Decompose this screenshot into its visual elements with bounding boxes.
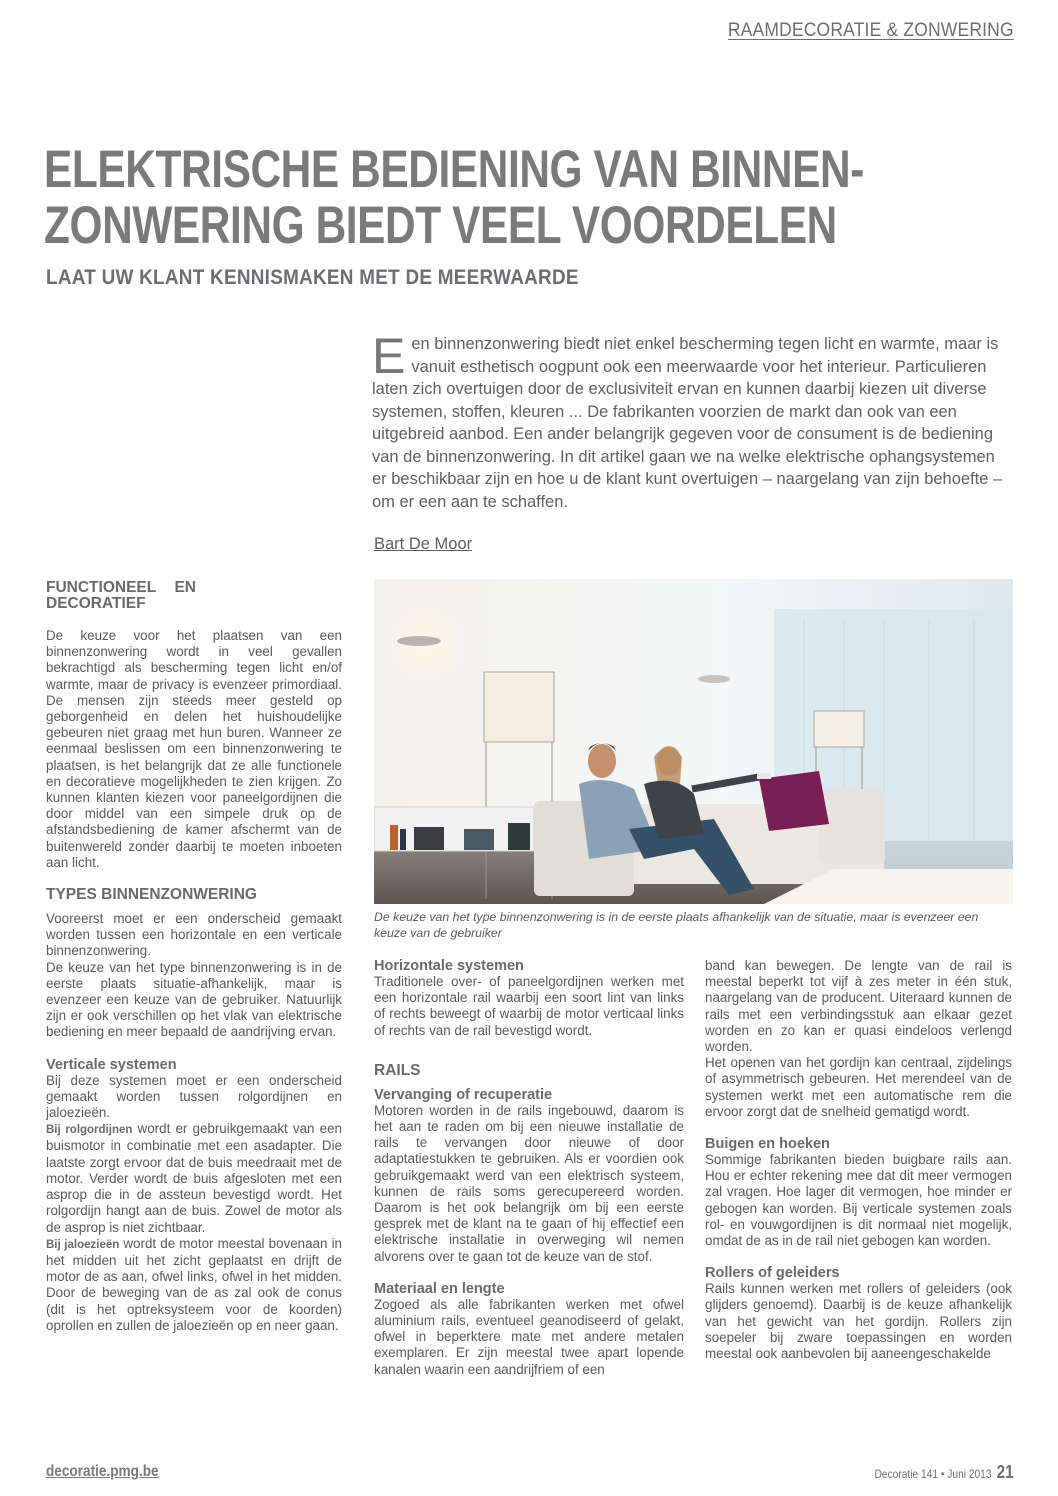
author-byline: Bart De Moor: [374, 535, 473, 553]
lead-jaloezieen: Bij jaloezieën: [46, 1238, 120, 1251]
column-1: [46, 580, 342, 1334]
heading-verticale: Verticale systemen: [46, 1056, 177, 1073]
man: [588, 744, 616, 778]
lead-rolgordijnen: Bij rolgordijnen: [46, 1124, 133, 1137]
website-link[interactable]: decoratie.pmg.be: [46, 1463, 159, 1480]
text-rolgordijnen: wordt er gebruikgemaakt van een buismotor in combinatie met een asadapter. Die laatste zorgt ervoor dat de buis meedraait met de motor. Verder wordt de buis afgesloten met een asprop die in de assteun bevestigd wordt. Het rolgordijn hangt aan de buis. Zowel de motor als de asprop is niet zichtbaar.: [46, 1121, 342, 1235]
floor-lamp: [484, 672, 554, 742]
title-line-2: ZONWERING BIEDT VEEL VOORDELEN: [44, 196, 837, 255]
paragraph-verticale: Bij deze systemen moet er een onderscheid gemaakt worden tussen rolgordijnen en jaloezieën.: [46, 1072, 342, 1121]
paragraph-types-2: De keuze van het type binnenzonwering is in de eerste plaats situatie-afhankelijk, maar is evenzeer een keuze van de gebruiker. Natuurlijk zijn er ook verschillen op het vlak van elektrische bediening en meer bepaald de aandrijving ervan.: [46, 959, 342, 1040]
drop-cap: E: [372, 328, 406, 384]
paragraph-types-1: Vooreerst moet er een onderscheid gemaakt worden tussen een horizontale en een verticale binnenzonwering.: [46, 911, 342, 959]
column-3: [705, 958, 1012, 1362]
column-2: [374, 958, 684, 1378]
page-number: 21: [996, 1462, 1014, 1482]
heading-rails: RAILS: [374, 1061, 421, 1079]
paragraph-materiaal-cont: band kan bewegen. De lengte van de rail is meestal beperkt tot vijf à zes meter in één stuk, naargelang van de producent. Uiteraard kunnen de rails met een verbindingsstuk aan elkaar gezet worden en zo kan er quasi eindeloos verlengd worden.: [705, 958, 1012, 1055]
cushion: [759, 771, 829, 831]
heading-vervanging: Vervanging of recuperatie: [374, 1086, 553, 1103]
heading-functioneel: FUNCTIONEEL EN DECORATIEF: [46, 579, 196, 612]
paragraph-materiaal: Zogoed als alle fabrikanten werken met ofwel aluminium rails, eventueel geanodiseerd of gelakt, ofwel in beperktere mate met andere metalen exemplaren. Er zijn meestal twee apart lopende kanalen waarin een aandrijfriem of een: [374, 1296, 684, 1377]
issue-info: [875, 1462, 1014, 1483]
heading-types: TYPES BINNENZONWERING: [46, 886, 257, 904]
intro-paragraph: [372, 328, 1008, 513]
paragraph-functioneel: De keuze voor het plaatsen van een binnenzonwering wordt in veel gevallen bekrachtigd als bescherming tegen licht en/of warmte, maar de privacy is evenzeer primordiaal. De mensen zijn steeds meer gesteld op geborgenheid en delen het huishoudelijke gebeuren niet graag met hun buren. Wanneer ze eenmaal beslissen om een binnenzonwering te plaatsen, is het belangrijk dat ze alle functionele en decoratieve mogelijkheden te zien krijgen. Zo kunnen klanten kiezen voor paneelgordijnen die door middel van een simpele druk op de afstandsbediening de kamer afschermt van de buitenwereld zonder daarbij te moeten inboeten aan licht.: [46, 628, 342, 870]
issue-label: Decoratie 141 • Juni 2013: [874, 1467, 992, 1481]
section-tag: RAAMDECORATIE & ZONWERING: [728, 20, 1014, 41]
remote-control: [757, 773, 771, 779]
title-line-1: ELEKTRISCHE BEDIENING VAN BINNEN-: [44, 140, 864, 199]
paragraph-horizontale: Traditionele over- of paneelgordijnen werken met een horizontale rail waarbij een soort lint van links of rechts beweegt of waarbij de motor verticaal links of rechts van de rail bevestigd wordt.: [374, 974, 684, 1038]
heading-rollers: Rollers of geleiders: [705, 1265, 840, 1282]
article-subtitle: LAAT UW KLANT KENNISMAKEN MET DE MEERWAARDE: [46, 266, 579, 289]
heading-materiaal: Materiaal en lengte: [374, 1280, 505, 1297]
intro-text: en binnenzonwering biedt niet enkel bescherming tegen licht en warmte, maar is vanuit esthetisch oogpunt ook een meerwaarde voor het interieur. Particulieren laten zich overtuigen door de exclusiviteit ervan en kunnen daarbij kiezen uit diverse systemen, stoffen, kleuren ... De fabrikanten voorzien de markt dan ook van een uitgebreid aanbod. Een ander belangrijk gegeven voor de consument is de bediening van de binnenzonwering. In dit artikel gaan we na welke elektrische ophangsystemen er beschikbaar zijn en hoe u de klant kunt overtuigen – naargelang van zijn behoefte – om er een aan te schaffen.: [372, 335, 1003, 511]
article-photo: [374, 579, 1013, 904]
text-jaloezieen: wordt de motor meestal bovenaan in het midden uit het zicht geplaatst en drijft de motor de as aan, ofwel links, ofwel in het midden. Door de beweging van de as zal ook de conus (dit is het optreksysteem voor de koorden) oprollen en zullen de jaloezieën op en neer gaan.: [46, 1235, 343, 1333]
floor-lamp: [814, 711, 864, 747]
article-title: [44, 142, 940, 254]
paragraph-openen: Het openen van het gordijn kan centraal, zijdelings of asymmetrisch gebeuren. Het merendeel van de systemen werkt met een automatische rem die ervoor zorgt dat de snelheid gematigd wordt.: [705, 1055, 1012, 1119]
heading-horizontale: Horizontale systemen: [374, 958, 524, 974]
paragraph-vervanging: Motoren worden in de rails ingebouwd, daarom is het aan te raden om bij een nieuwe installatie de rails te vervangen door nieuwe of door adaptatiestukken te gebruiken. Als er voordien ook gebruikgemaakt werd van een elektrisch systeem, kunnen de rails soms gerecupereerd worden. Daarom is het ook belangrijk om bij een eerste gesprek met de klant na te gaan of hij effectief een elektrische installatie in overweging wil nemen alvorens over te gaan tot de keuze van de stof.: [374, 1102, 684, 1264]
heading-buigen: Buigen en hoeken: [705, 1136, 830, 1153]
photo-caption: De keuze van het type binnenzonwering is in de eerste plaats afhankelijk van de situatie, maar is evenzeer een keuze van de gebruiker: [374, 910, 979, 940]
paragraph-rolgordijnen: [46, 1121, 342, 1235]
paragraph-jaloezieen: [46, 1236, 342, 1334]
paragraph-buigen: Sommige fabrikanten bieden buigbare rails aan. Hou er echter rekening mee dat dit meer vermogen zal vragen. Hoe lager dit vermogen, hoe minder er gebogen kan worden. Bij verticale systemen zoals rol- en vouwgordijnen is dit normaal niet mogelijk, omdat de as in de rail niet gebogen kan worden.: [705, 1152, 1012, 1249]
paragraph-rollers: Rails kunnen werken met rollers of geleiders (ook glijders genoemd). Daarbij is de keuze afhankelijk van het gewicht van het gordijn. Rollers zijn soepeler bij zware toepassingen en worden meestal ook aanbevolen bij aaneengeschakelde: [705, 1281, 1012, 1362]
living-room-illustration: [374, 579, 1013, 904]
